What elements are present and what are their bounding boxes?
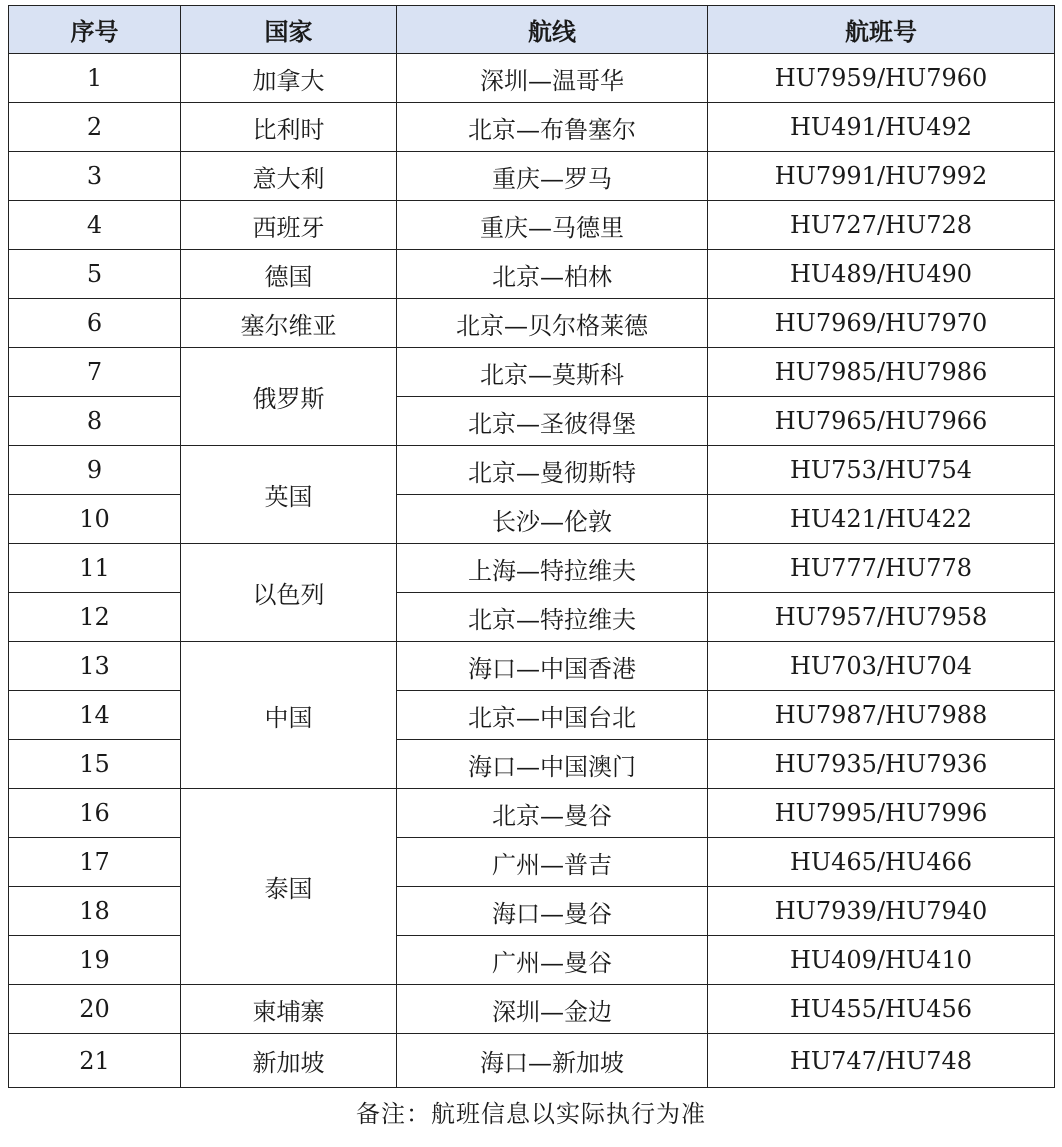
- row-no: 1: [9, 54, 181, 103]
- row-route: 北京—莫斯科: [397, 348, 708, 397]
- header-row: [9, 6, 1055, 54]
- row-route: 长沙—伦敦: [397, 495, 708, 544]
- row-no: 4: [9, 201, 181, 250]
- row-no: 15: [9, 740, 181, 789]
- table-row: [9, 936, 1055, 985]
- row-route: 广州—曼谷: [397, 936, 708, 985]
- row-flight: HU465/HU466: [708, 838, 1055, 887]
- row-flight: HU489/HU490: [708, 250, 1055, 299]
- table-row: [9, 838, 1055, 887]
- table-row: [9, 593, 1055, 642]
- row-country: 以色列: [181, 544, 397, 642]
- row-flight: HU7969/HU7970: [708, 299, 1055, 348]
- row-country: 中国: [181, 642, 397, 789]
- row-country: 新加坡: [181, 1034, 397, 1088]
- row-no: 21: [9, 1034, 181, 1088]
- row-flight: HU7995/HU7996: [708, 789, 1055, 838]
- row-country: 泰国: [181, 789, 397, 985]
- row-route: 海口—中国香港: [397, 642, 708, 691]
- row-route: 海口—中国澳门: [397, 740, 708, 789]
- table-row: [9, 495, 1055, 544]
- row-route: 重庆—马德里: [397, 201, 708, 250]
- table-row: [9, 446, 1055, 495]
- table-row: [9, 348, 1055, 397]
- row-no: 19: [9, 936, 181, 985]
- row-no: 8: [9, 397, 181, 446]
- row-flight: HU7935/HU7936: [708, 740, 1055, 789]
- row-flight: HU753/HU754: [708, 446, 1055, 495]
- row-route: 北京—曼谷: [397, 789, 708, 838]
- row-country: 俄罗斯: [181, 348, 397, 446]
- table-row: [9, 985, 1055, 1034]
- row-country: 英国: [181, 446, 397, 544]
- row-route: 北京—中国台北: [397, 691, 708, 740]
- table-row: [9, 397, 1055, 446]
- row-route: 海口—新加坡: [397, 1034, 708, 1088]
- table-row: [9, 691, 1055, 740]
- table-row: [9, 740, 1055, 789]
- row-route: 广州—普吉: [397, 838, 708, 887]
- row-flight: HU409/HU410: [708, 936, 1055, 985]
- footnote: 备注：航班信息以实际执行为准: [356, 1100, 706, 1128]
- row-flight: HU7987/HU7988: [708, 691, 1055, 740]
- row-no: 9: [9, 446, 181, 495]
- table-row: [9, 103, 1055, 152]
- row-flight: HU703/HU704: [708, 642, 1055, 691]
- row-country: 塞尔维亚: [181, 299, 397, 348]
- row-country: 比利时: [181, 103, 397, 152]
- table-row: [9, 299, 1055, 348]
- row-country: 柬埔寨: [181, 985, 397, 1034]
- row-route: 上海—特拉维夫: [397, 544, 708, 593]
- row-flight: HU491/HU492: [708, 103, 1055, 152]
- row-no: 13: [9, 642, 181, 691]
- row-no: 11: [9, 544, 181, 593]
- row-route: 北京—特拉维夫: [397, 593, 708, 642]
- table-row: [9, 789, 1055, 838]
- row-route: 深圳—温哥华: [397, 54, 708, 103]
- row-flight: HU7959/HU7960: [708, 54, 1055, 103]
- table-row: [9, 201, 1055, 250]
- row-no: 14: [9, 691, 181, 740]
- row-no: 10: [9, 495, 181, 544]
- row-route: 北京—圣彼得堡: [397, 397, 708, 446]
- row-country: 西班牙: [181, 201, 397, 250]
- row-flight: HU7991/HU7992: [708, 152, 1055, 201]
- table-row: [9, 642, 1055, 691]
- table-row: [9, 887, 1055, 936]
- row-no: 16: [9, 789, 181, 838]
- flight-table: [8, 5, 1055, 1088]
- row-no: 18: [9, 887, 181, 936]
- row-country: 意大利: [181, 152, 397, 201]
- header-country: 国家: [181, 6, 397, 54]
- row-route: 海口—曼谷: [397, 887, 708, 936]
- header-flight: 航班号: [708, 6, 1055, 54]
- table-row: [9, 1034, 1055, 1088]
- row-country: 加拿大: [181, 54, 397, 103]
- row-flight: HU7939/HU7940: [708, 887, 1055, 936]
- row-flight: HU7985/HU7986: [708, 348, 1055, 397]
- row-route: 北京—贝尔格莱德: [397, 299, 708, 348]
- row-country: 德国: [181, 250, 397, 299]
- row-no: 2: [9, 103, 181, 152]
- row-flight: HU727/HU728: [708, 201, 1055, 250]
- row-flight: HU747/HU748: [708, 1034, 1055, 1088]
- row-no: 6: [9, 299, 181, 348]
- table-row: [9, 152, 1055, 201]
- row-route: 北京—柏林: [397, 250, 708, 299]
- row-no: 17: [9, 838, 181, 887]
- row-route: 重庆—罗马: [397, 152, 708, 201]
- row-route: 北京—曼彻斯特: [397, 446, 708, 495]
- row-no: 7: [9, 348, 181, 397]
- table-row: [9, 54, 1055, 103]
- row-route: 深圳—金边: [397, 985, 708, 1034]
- row-flight: HU421/HU422: [708, 495, 1055, 544]
- header-route: 航线: [397, 6, 708, 54]
- table-row: [9, 544, 1055, 593]
- row-no: 12: [9, 593, 181, 642]
- row-flight: HU7957/HU7958: [708, 593, 1055, 642]
- row-no: 3: [9, 152, 181, 201]
- row-no: 20: [9, 985, 181, 1034]
- header-no: 序号: [9, 6, 181, 54]
- row-route: 北京—布鲁塞尔: [397, 103, 708, 152]
- row-flight: HU7965/HU7966: [708, 397, 1055, 446]
- row-flight: HU777/HU778: [708, 544, 1055, 593]
- row-no: 5: [9, 250, 181, 299]
- table-row: [9, 250, 1055, 299]
- row-flight: HU455/HU456: [708, 985, 1055, 1034]
